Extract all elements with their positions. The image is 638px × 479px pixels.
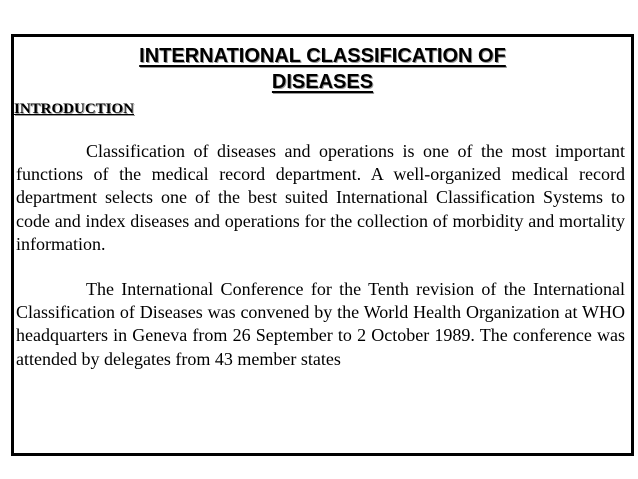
slide-title-line-2: DISEASES — [271, 71, 374, 93]
slide-title — [14, 37, 631, 95]
paragraph-classification: Classification of diseases and operations is one of the most important functions of the medical record department. A well-organized medical record department selects one of the best suited International Classification Systems to code and index diseases and operations for the collection of morbidity and mortality information. — [16, 141, 625, 254]
slide-frame — [11, 34, 634, 456]
paragraph-conference: The International Conference for the Tenth revision of the International Classification of Diseases was convened by the World Health Organization at WHO headquarters in Geneva from 26 September to 2 October 1989. The conference was attended by delegates from 43 member states — [16, 279, 625, 369]
slide-title-line-1: INTERNATIONAL CLASSIFICATION OF — [139, 45, 506, 67]
section-heading: INTRODUCTION — [14, 101, 135, 117]
